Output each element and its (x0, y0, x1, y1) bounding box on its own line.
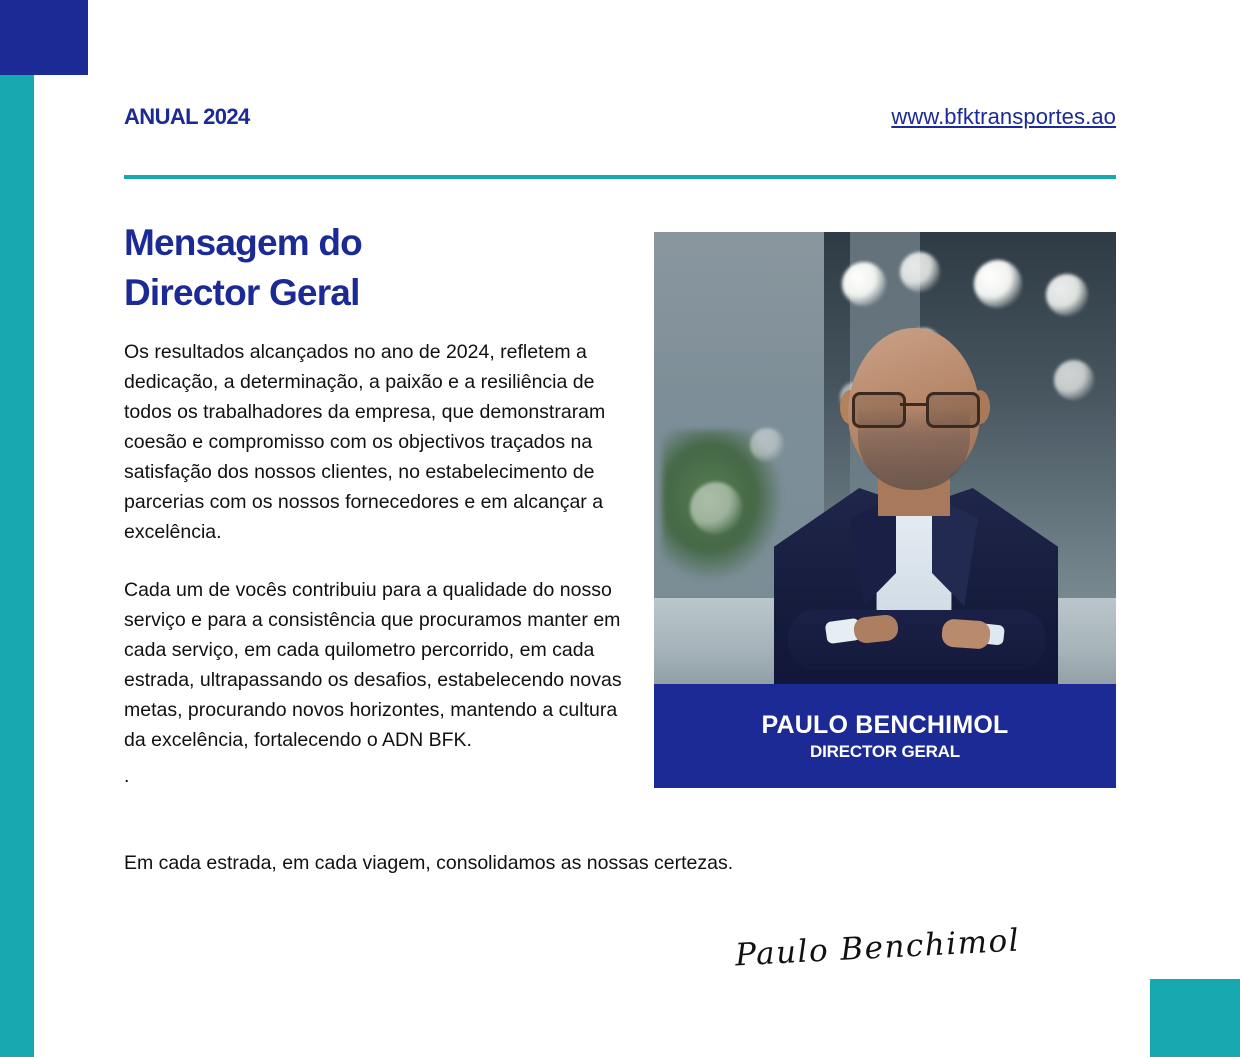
glasses-icon (850, 392, 978, 422)
edition-label: ANUAL 2024 (124, 104, 250, 129)
photo-bokeh-light (1046, 274, 1088, 316)
message-body (124, 337, 636, 805)
photo-bokeh-light (900, 252, 940, 292)
glasses-bridge (900, 403, 926, 406)
glasses-lens-left (852, 392, 906, 428)
decorative-teal-bottom-right-block (1150, 979, 1240, 1057)
page-title-line-2: Director Geral (124, 272, 360, 313)
header-divider (124, 175, 1116, 179)
figure-hand-left (941, 618, 991, 649)
portrait-photo (654, 232, 1116, 684)
body-paragraph-3: . (124, 765, 130, 787)
portrait-caption-name: PAULO BENCHIMOL (761, 710, 1009, 739)
body-paragraph-1: Os resultados alcançados no ano de 2024, refletem a dedicação, a determinação, a paixão e a resiliência de todos os trabalhadores da empresa, que demonstraram coesão e compromisso com os objectivos traçados na satisfação dos nossos clientes, no estabelecimento de parcerias com os nossos fornecedores e em alcançar a excelência. (124, 341, 606, 543)
photo-bokeh-light (842, 262, 886, 306)
portrait-figure (766, 328, 1066, 684)
page-title (124, 218, 644, 318)
website-link[interactable]: www.bfktransportes.ao (891, 104, 1116, 129)
decorative-teal-left-bar (0, 0, 34, 1057)
photo-bokeh-light (974, 260, 1022, 308)
portrait-caption-role: DIRECTOR GERAL (810, 741, 960, 761)
decorative-blue-corner-block (0, 0, 88, 75)
portrait-caption-bar (654, 684, 1116, 788)
body-paragraph-2: Cada um de vocês contribuiu para a qualidade do nosso serviço e para a consistência que procuramos manter em cada serviço, em cada quilometro percorrido, em cada estrada, ultrapassando os desafios, estabelecendo novas metas, procurando novos horizontes, mantendo a cultura da excelência, fortalecendo o ADN BFK. (124, 579, 622, 751)
signature: Paulo Benchimol (734, 922, 1021, 974)
page-header (124, 104, 1116, 130)
closing-statement: Em cada estrada, em cada viagem, consolidamos as nossas certezas. (124, 852, 734, 874)
portrait-block (654, 232, 1116, 788)
photo-bokeh-light (690, 482, 742, 534)
glasses-lens-right (926, 392, 980, 428)
page-title-line-1: Mensagem do (124, 222, 362, 263)
